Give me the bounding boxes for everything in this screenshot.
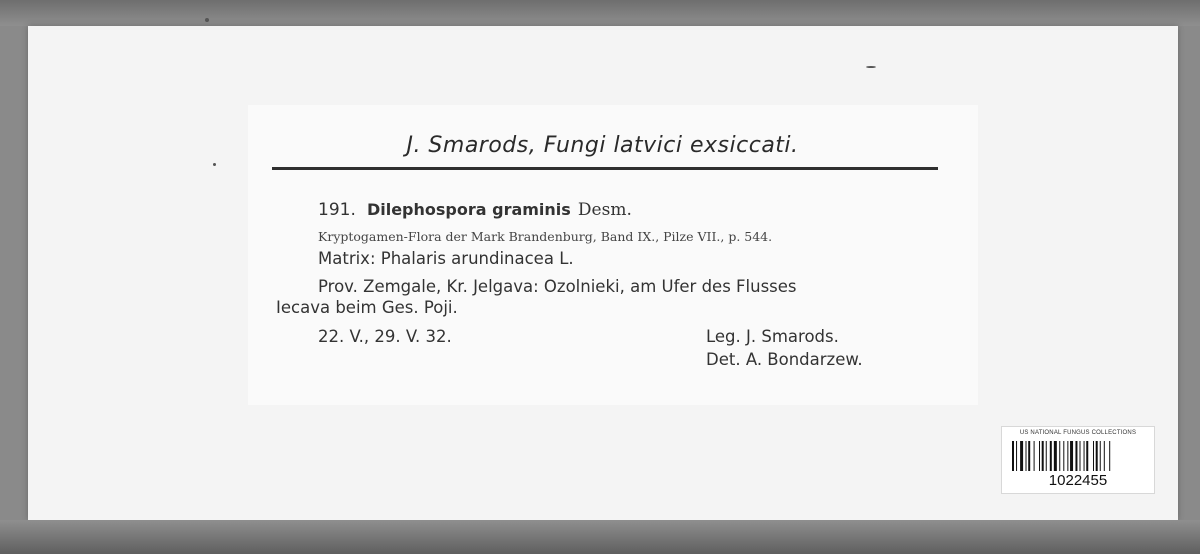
species-line (318, 200, 632, 220)
title-rule (272, 167, 938, 170)
speck (205, 18, 209, 22)
top-border-strip (0, 0, 1200, 26)
barcode-institution: US NATIONAL FUNGUS COLLECTIONS (1019, 430, 1137, 436)
literature-reference: Kryptogamen-Flora der Mark Brandenburg, Band IX., Pilze VII., p. 544. (318, 229, 773, 244)
bottom-border-strip (0, 520, 1200, 554)
barcode-label (1001, 426, 1155, 494)
collection-dates: 22. V., 29. V. 32. (318, 327, 452, 346)
determinavit-line: Det. A. Bondarzew. (706, 350, 863, 369)
speck (866, 66, 876, 68)
species-name: Dilephospora graminis (366, 200, 571, 219)
label-title: J. Smarods, Fungi latvici exsiccati. (406, 133, 799, 158)
barcode-number: 1022455 (1048, 472, 1108, 489)
barcode-bars (1012, 441, 1144, 471)
locality-line-1: Prov. Zemgale, Kr. Jelgava: Ozolnieki, am Ufer des Flusses (318, 277, 797, 296)
speck (213, 163, 216, 166)
specimen-number: 191. (318, 200, 356, 220)
legit-line: Leg. J. Smarods. (706, 327, 839, 346)
locality-line-2: Iecava beim Ges. Poji. (276, 298, 458, 317)
species-author: Desm. (577, 200, 632, 220)
matrix-line: Matrix: Phalaris arundinacea L. (318, 249, 574, 268)
